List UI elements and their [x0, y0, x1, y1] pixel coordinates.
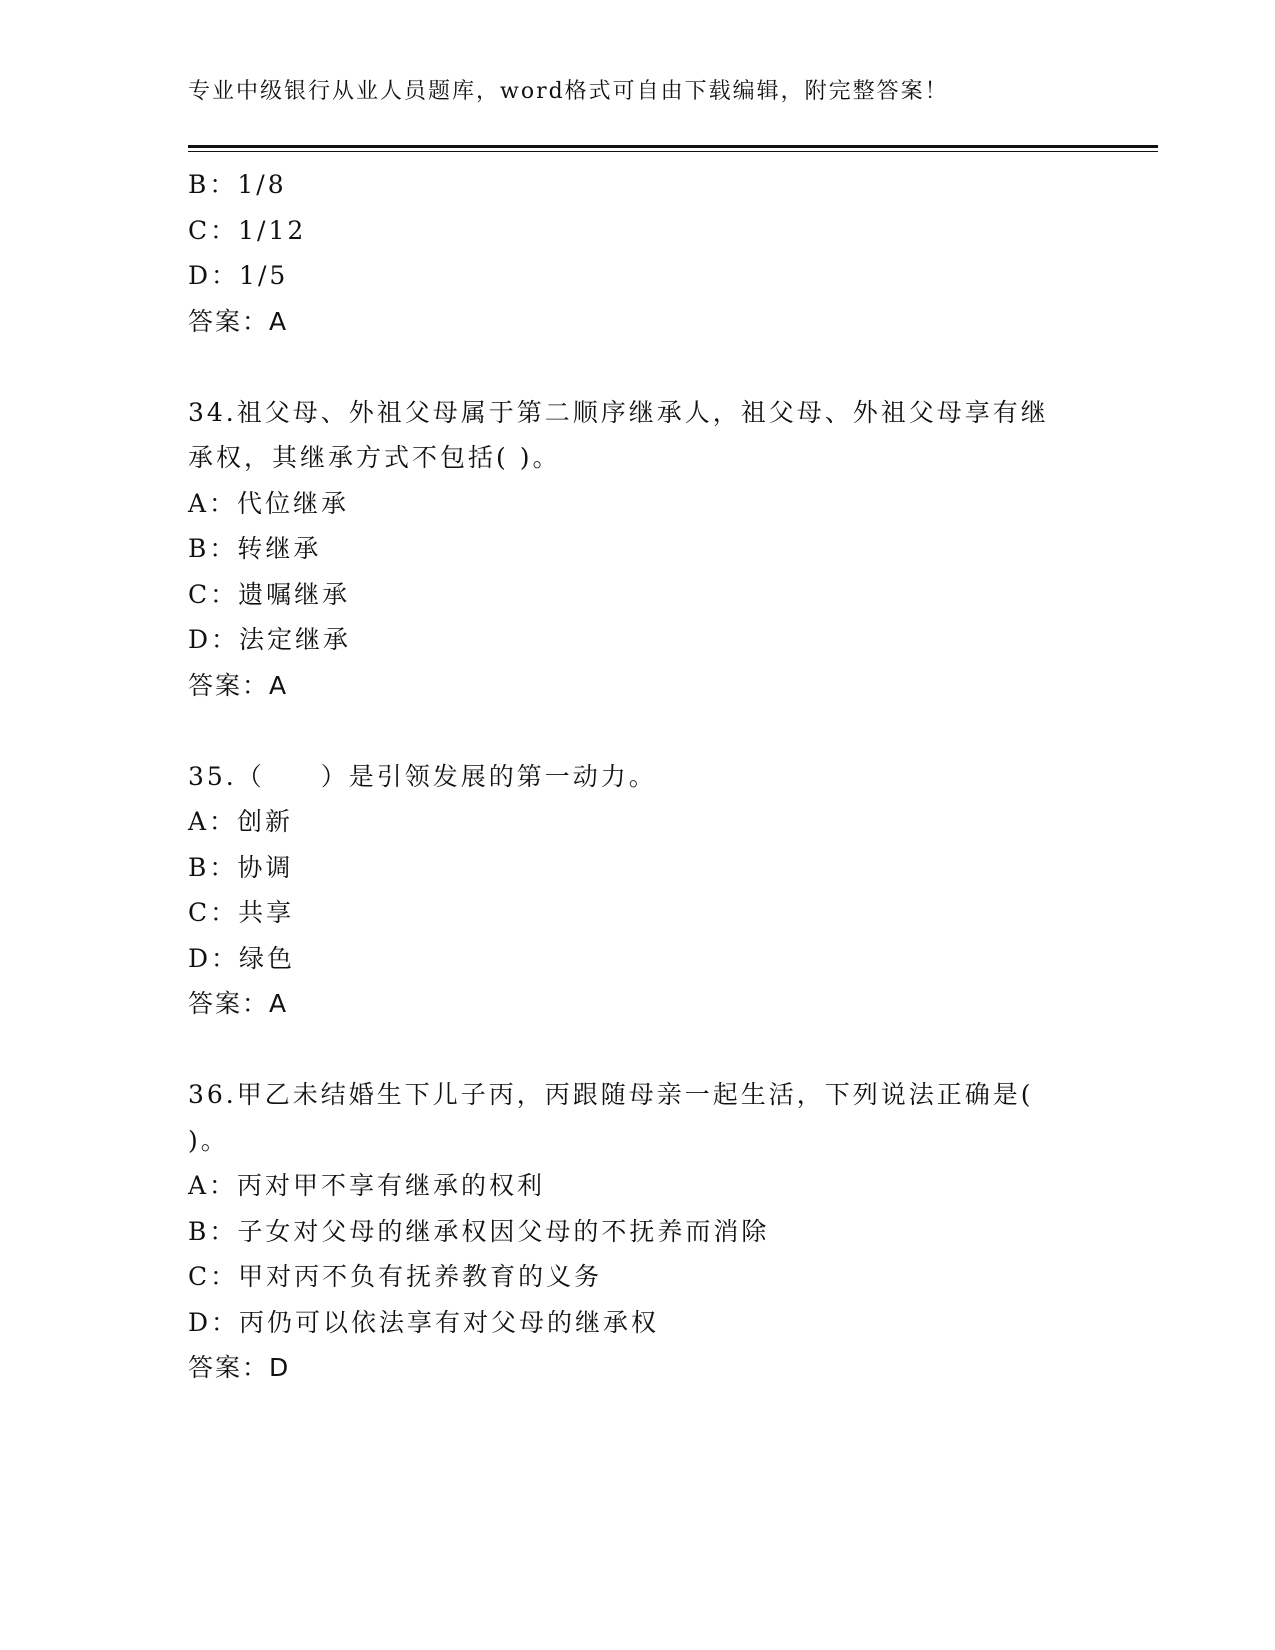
- question-35: [188, 754, 1088, 1027]
- option-a: A：代位继承: [188, 488, 350, 518]
- option-b: B：转继承: [188, 534, 322, 563]
- question-stem: 36.甲乙未结婚生下儿子丙，丙跟随母亲一起生活，下列说法正确是(: [188, 1080, 1034, 1109]
- answer-line: 答案：A: [188, 306, 289, 336]
- answer-line: 答案：A: [188, 989, 289, 1018]
- question-36: [188, 1072, 1088, 1391]
- option-a: A：丙对甲不享有继承的权利: [188, 1171, 546, 1200]
- option-c: C：遗嘱继承: [188, 579, 351, 609]
- page-header: 专业中级银行从业人员题库，word格式可自由下载编辑，附完整答案！: [188, 79, 949, 104]
- question-list: [188, 162, 1088, 1391]
- option-d: D：丙仍可以依法享有对父母的继承权: [188, 1307, 660, 1337]
- option-d: D：1/5: [188, 261, 289, 290]
- option-a: A：创新: [188, 807, 294, 836]
- option-d: D：绿色: [188, 943, 296, 973]
- header-divider-thick: [188, 145, 1158, 148]
- question-stem: 34.祖父母、外祖父母属于第二顺序继承人，祖父母、外祖父母享有继: [188, 397, 1049, 427]
- option-c: C：甲对丙不负有抚养教育的义务: [188, 1262, 603, 1291]
- option-b: B：1/8: [188, 170, 287, 199]
- question-stem: 35.（ ）是引领发展的第一动力。: [188, 761, 657, 791]
- option-b: B：协调: [188, 852, 294, 882]
- question-stem-cont: 承权，其继承方式不包括( )。: [188, 443, 561, 472]
- option-b: B：子女对父母的继承权因父母的不抚养而消除: [188, 1216, 770, 1246]
- header-divider-thin: [188, 151, 1158, 152]
- option-c: C：1/12: [188, 215, 307, 245]
- option-c: C：共享: [188, 898, 295, 927]
- question-34: [188, 390, 1088, 709]
- answer-line: 答案：D: [188, 1353, 291, 1382]
- answer-line: 答案：A: [188, 670, 289, 700]
- question-stem-cont: )。: [188, 1125, 229, 1155]
- prev-question-block: [188, 162, 1088, 344]
- option-d: D：法定继承: [188, 625, 352, 654]
